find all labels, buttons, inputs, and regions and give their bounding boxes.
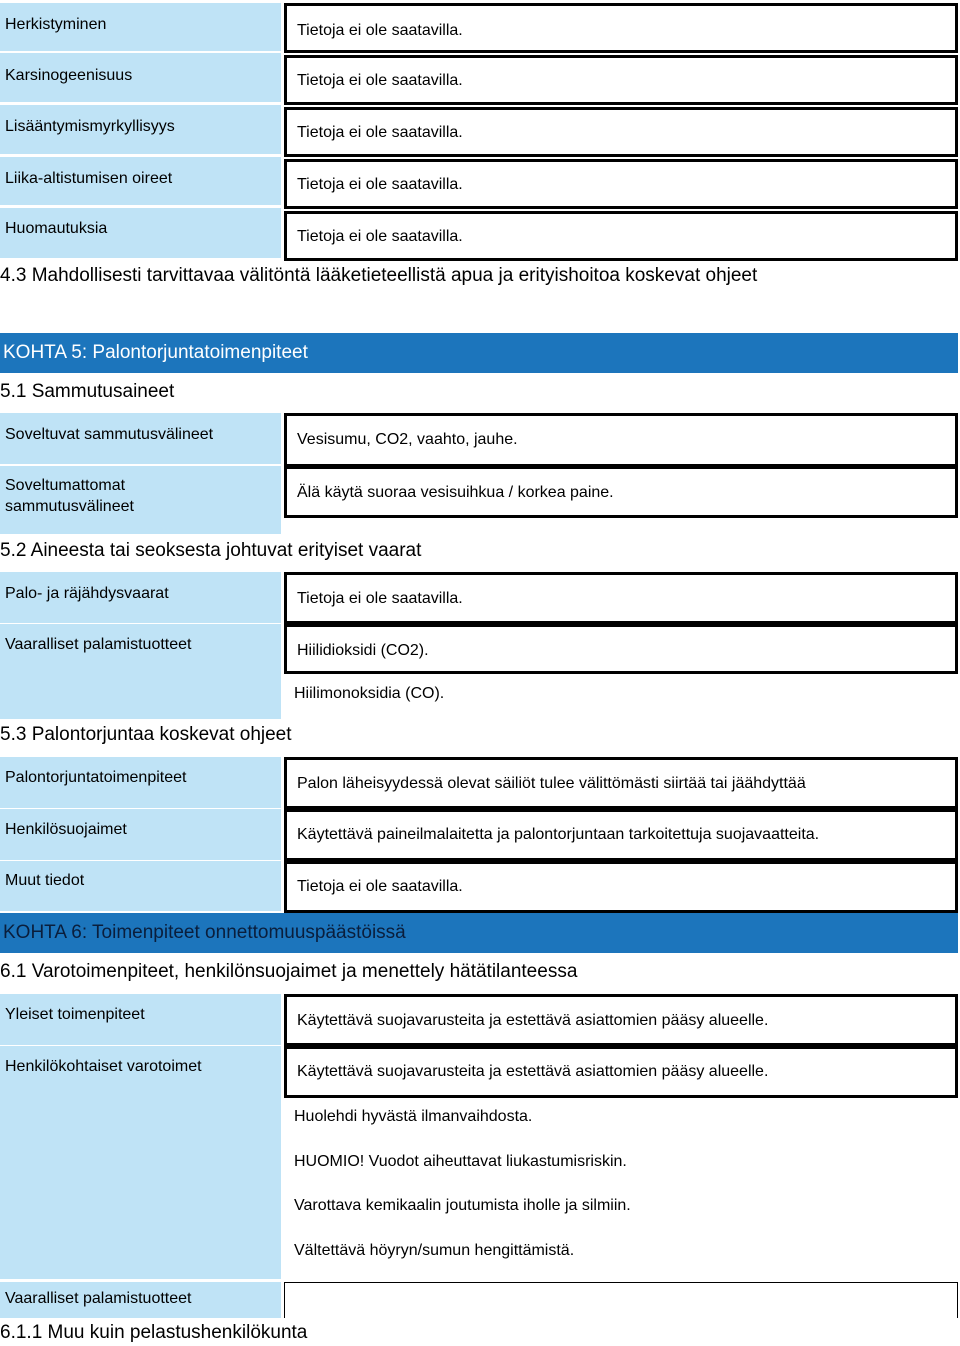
value-text: Tietoja ei ole saatavilla. — [297, 176, 463, 193]
label-liika-altistumisen-oireet: Liika-altistumisen oireet — [0, 157, 281, 205]
value-text: Tietoja ei ole saatavilla. — [297, 878, 463, 895]
label-vaaralliset-palamistuotteet-6: Vaaralliset palamistuotteet — [0, 1282, 281, 1318]
section-5-header: KOHTA 5: Palontorjuntatoimenpiteet — [0, 333, 958, 373]
value-soveltumattomat — [284, 466, 958, 518]
label-lisaantymismyrkyllisyys: Lisääntymismyrkyllisyys — [0, 105, 281, 154]
label-soveltumattomat — [0, 466, 281, 534]
label-palo-rajahdysvaarat: Palo- ja räjähdysvaarat — [0, 572, 281, 623]
label-palontorjuntatoimenpiteet: Palontorjuntatoimenpiteet — [0, 757, 281, 808]
section-6-header: KOHTA 6: Toimenpiteet onnettomuuspäästöissä — [0, 913, 958, 953]
value-vaaralliset-palamistuotteet-6 — [284, 1282, 958, 1318]
value-muut-tiedot — [284, 861, 958, 913]
subheading-5-2: 5.2 Aineesta tai seoksesta johtuvat erityiset vaarat — [0, 540, 422, 561]
value-text: Älä käytä suoraa vesisuihkua / korkea paine. — [297, 484, 614, 501]
value-vaaralliset-palamistuotteet — [284, 624, 958, 674]
extra-hiilimonoksidi: Hiilimonoksidia (CO). — [294, 685, 445, 702]
value-huomautuksia — [284, 211, 958, 261]
value-text: Tietoja ei ole saatavilla. — [297, 228, 463, 245]
value-text: Vesisumu, CO2, vaahto, jauhe. — [297, 431, 518, 448]
subheading-4-3: 4.3 Mahdollisesti tarvittavaa välitöntä lääketieteellistä apua ja erityishoitoa koskevat ohjeet — [0, 265, 758, 286]
value-text: Hiilidioksidi (CO2). — [297, 642, 429, 659]
value-text: Tietoja ei ole saatavilla. — [297, 72, 463, 89]
subheading-5-1: 5.1 Sammutusaineet — [0, 381, 175, 402]
value-yleiset-toimenpiteet — [284, 994, 958, 1046]
label-karsinogeenisuus: Karsinogeenisuus — [0, 53, 281, 102]
label-line-2: sammutusvälineet — [5, 498, 134, 515]
value-herkistyminen — [284, 3, 958, 53]
value-palo-rajahdysvaarat — [284, 572, 958, 624]
label-herkistyminen: Herkistyminen — [0, 3, 281, 51]
subheading-6-1: 6.1 Varotoimenpiteet, henkilönsuojaimet ja menettely hätätilanteessa — [0, 961, 578, 982]
value-text: Käytettävä suojavarusteita ja estettävä asiattomien pääsy alueelle. — [297, 1063, 769, 1080]
value-text: Käytettävä paineilmalaitetta ja palontorjuntaan tarkoitettuja suojavaatteita. — [297, 826, 820, 843]
value-palontorjuntatoimenpiteet — [284, 757, 958, 809]
value-text: Palon läheisyydessä olevat säiliöt tulee välittömästi siirtää tai jäähdyttää — [297, 775, 806, 792]
label-soveltuvat: Soveltuvat sammutusvälineet — [0, 413, 281, 464]
subheading-6-1-1: 6.1.1 Muu kuin pelastushenkilökunta — [0, 1322, 308, 1343]
subheading-5-3: 5.3 Palontorjuntaa koskevat ohjeet — [0, 724, 292, 745]
value-lisaantymismyrkyllisyys — [284, 107, 958, 157]
extra-line-1: Huolehdi hyvästä ilmanvaihdosta. — [294, 1108, 533, 1125]
value-text: Käytettävä suojavarusteita ja estettävä asiattomien pääsy alueelle. — [297, 1012, 769, 1029]
value-text: Tietoja ei ole saatavilla. — [297, 590, 463, 607]
extra-line-3: Varottava kemikaalin joutumista iholle ja silmiin. — [294, 1197, 631, 1214]
label-henkilokohtaiset-varotoimet: Henkilökohtaiset varotoimet — [0, 1046, 281, 1279]
label-huomautuksia: Huomautuksia — [0, 208, 281, 258]
label-yleiset-toimenpiteet: Yleiset toimenpiteet — [0, 994, 281, 1045]
label-muut-tiedot: Muut tiedot — [0, 861, 281, 911]
extra-line-4: Vältettävä höyryn/sumun hengittämistä. — [294, 1242, 575, 1259]
extra-line-2: HUOMIO! Vuodot aiheuttavat liukastumisriskin. — [294, 1153, 627, 1170]
value-text: Tietoja ei ole saatavilla. — [297, 22, 463, 39]
value-text: Tietoja ei ole saatavilla. — [297, 124, 463, 141]
value-liika-altistumisen-oireet — [284, 159, 958, 209]
label-line-1: Soveltumattomat — [5, 477, 126, 494]
label-vaaralliset-palamistuotteet: Vaaralliset palamistuotteet — [0, 624, 281, 719]
value-henkilokohtaiset-varotoimet — [284, 1046, 958, 1098]
value-karsinogeenisuus — [284, 55, 958, 105]
value-henkilosuojaimet — [284, 809, 958, 861]
label-henkilosuojaimet: Henkilösuojaimet — [0, 809, 281, 860]
value-soveltuvat — [284, 413, 958, 467]
